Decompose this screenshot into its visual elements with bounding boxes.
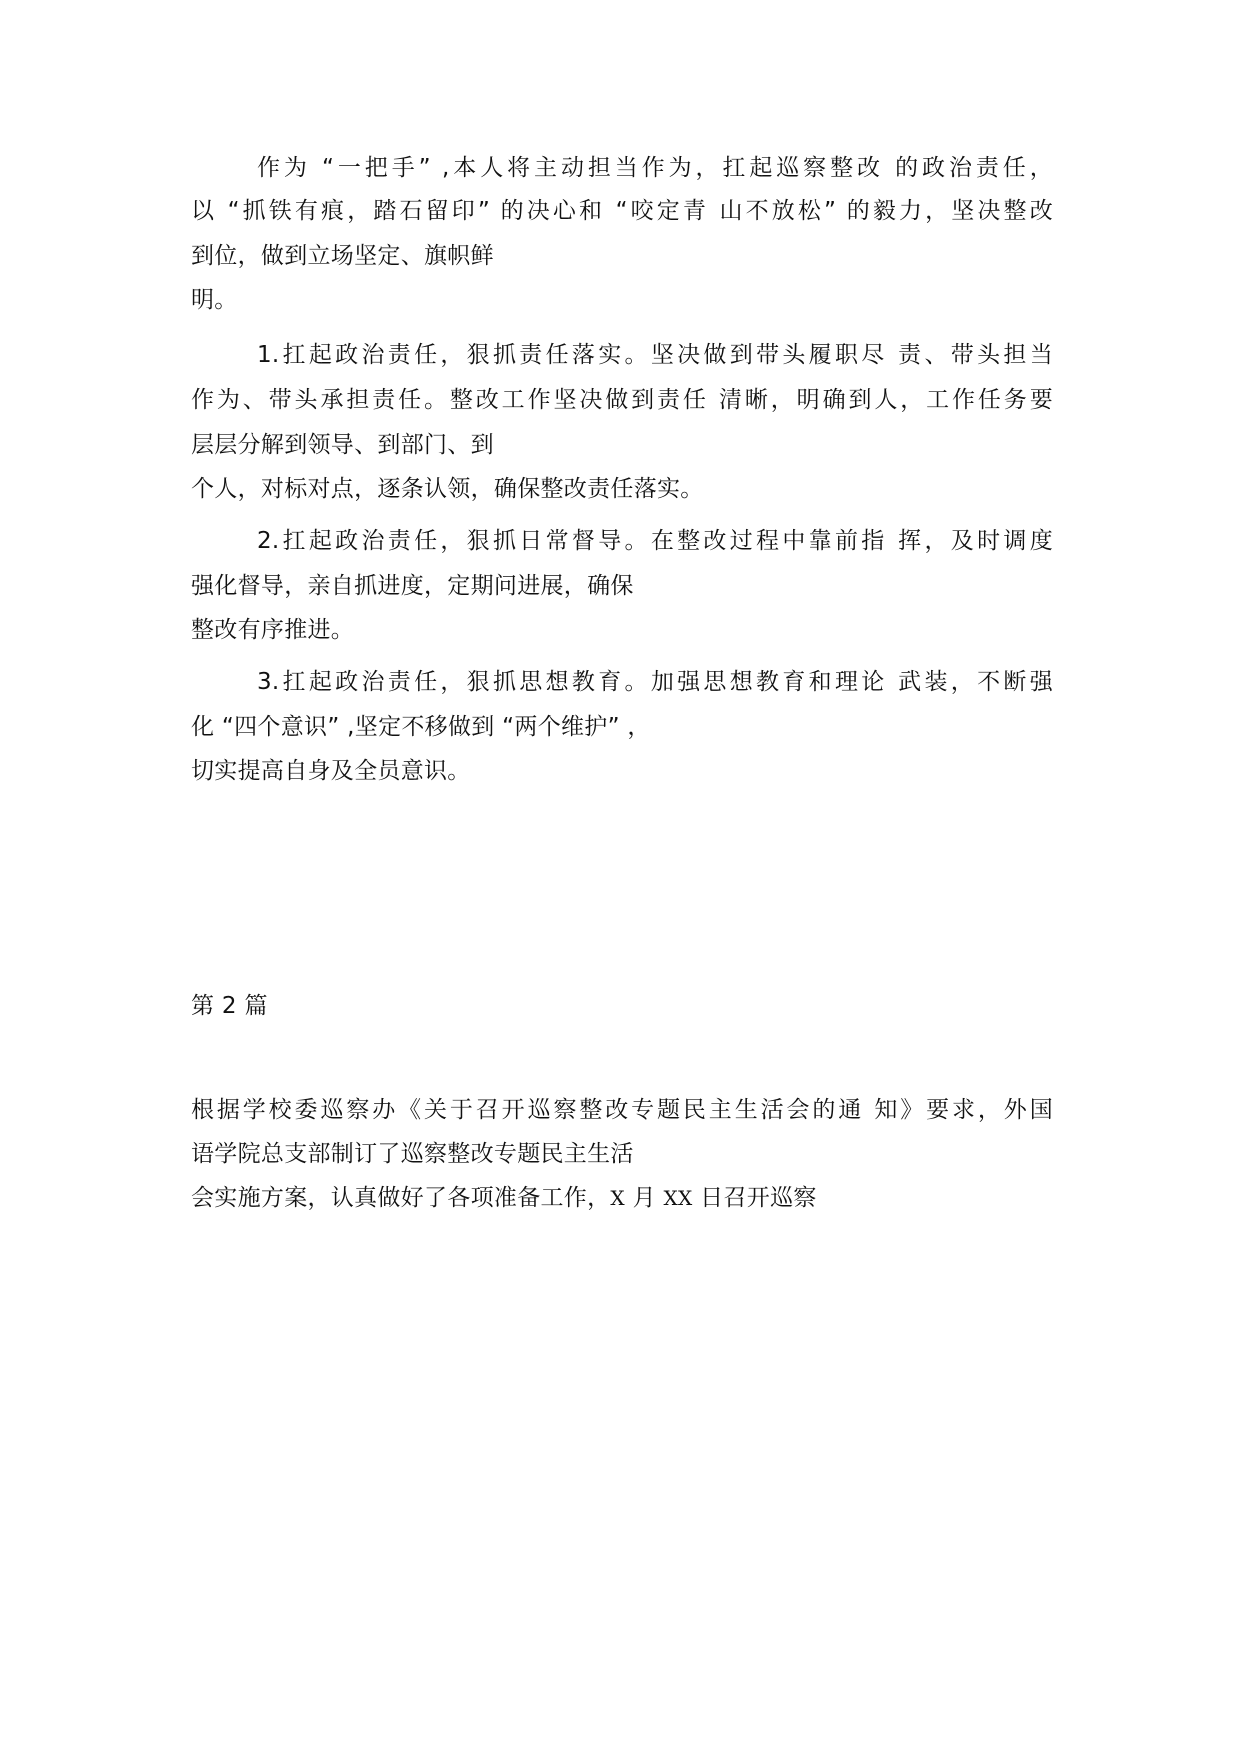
paragraph-line: 根据学校委巡察办《关于召开巡察整改专题民主生活会的通 知》要求，外国 [191,1097,1053,1123]
paragraph-line: 语学院总支部制订了巡察整改专题民主生活 [191,1141,634,1167]
paragraph-text: 会实施方案，认真做好了各项准备工作， [191,1185,611,1211]
list-item-line: 1.扛起政治责任，狠抓责任落实。坚决做到带头履职尽 责、带头担当 [257,342,1053,368]
list-item-line: 切实提高自身及全员意识。 [191,758,471,784]
section-heading: 第 2 篇 [191,993,268,1019]
month-placeholder: X [610,1186,625,1210]
paragraph-line: 以 “抓铁有痕，踏石留印” 的决心和 “咬定青 山不放松” 的毅力，坚决整改 [191,198,1053,224]
list-item-line: 3.扛起政治责任，狠抓思想教育。加强思想教育和理论 武装，不断强 [257,669,1053,695]
paragraph-line: 明。 [191,287,238,313]
list-item-line: 个人，对标对点，逐条认领，确保整改责任落实。 [191,476,704,502]
paragraph-text: 日召开巡察 [692,1185,817,1211]
list-item-line: 强化督导，亲自抓进度，定期问进展，确保 [191,573,634,599]
paragraph-line: 作为 “一把手” ,本人将主动担当作为，扛起巡察整改 的政治责任， [257,155,1053,181]
paragraph-line: 到位，做到立场坚定、旗帜鲜 [191,243,494,269]
paragraph-line [191,1182,817,1214]
paragraph-text: 月 [624,1185,664,1211]
list-item-line: 化 “四个意识” ,坚定不移做到 “两个维护” ， [191,714,651,740]
list-item-line: 层层分解到领导、到部门、到 [191,432,494,458]
list-item-line: 整改有序推进。 [191,617,355,643]
list-item-line: 作为、带头承担责任。整改工作坚决做到责任 清晰，明确到人，工作任务要 [191,387,1053,413]
list-item-line: 2.扛起政治责任，狠抓日常督导。在整改过程中靠前指 挥，及时调度 [257,528,1053,554]
day-placeholder: XX [663,1186,693,1210]
